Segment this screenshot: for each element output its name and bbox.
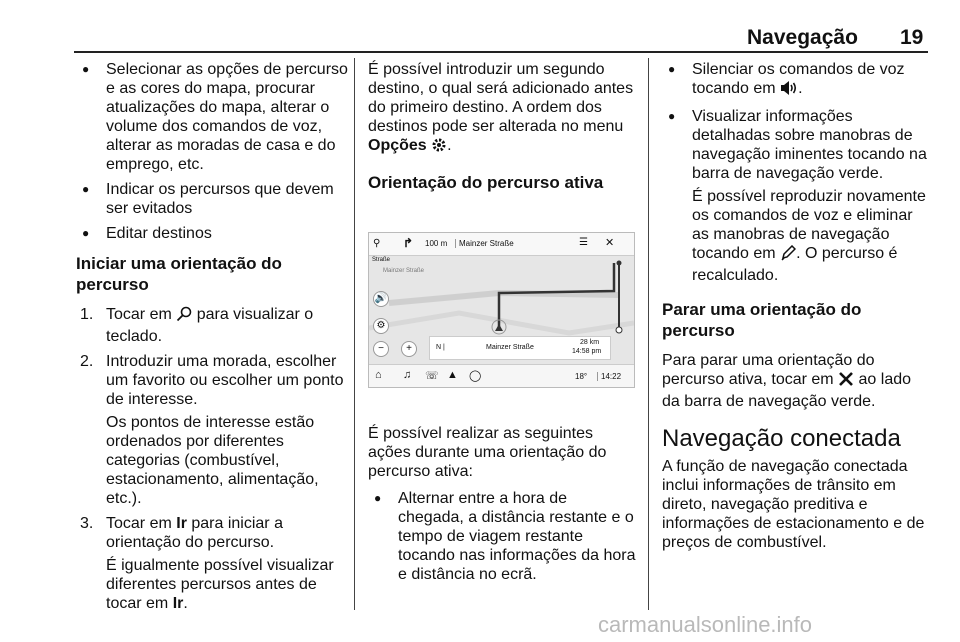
- paragraph: Para parar uma orientação do percurso ativa, tocar em ao lado da barra de navegação verde.: [662, 352, 912, 410]
- maneuver-distance: 100 m: [425, 239, 448, 248]
- section-heading: Orientação do percurso ativa: [368, 173, 604, 192]
- step-3-note: É igualmente possível visualizar diferentes percursos antes de tocar em Ir.: [106, 557, 334, 612]
- column-1: [76, 60, 348, 619]
- arrival-time: 14:58 pm: [572, 348, 602, 355]
- paragraph: É possível realizar as seguintes ações durante uma orientação do percurso ativa:: [368, 425, 607, 480]
- section-heading: Iniciar uma orientação do percurso: [76, 254, 282, 294]
- speaker-icon: [780, 80, 798, 101]
- maneuver-street[interactable]: Mainzer Straße: [455, 239, 514, 248]
- home-icon[interactable]: ⌂: [375, 369, 382, 381]
- current-street: Mainzer Straße: [486, 344, 534, 351]
- step-2: 2. Introduzir uma morada, escolher um favorito ou escolher um ponto de interesse.: [80, 353, 344, 408]
- map-street-label: Mainzer Straße: [383, 268, 425, 274]
- section-heading: Parar uma orientação do percurso: [662, 300, 862, 340]
- step-1: 1. Tocar em para visualizar o teclado.: [80, 306, 314, 345]
- clock: 14:22: [597, 372, 621, 381]
- volume-icon[interactable]: 🔊: [373, 291, 389, 307]
- search-icon: [176, 306, 192, 327]
- zoom-in-button[interactable]: +: [401, 341, 417, 357]
- close-icon: [838, 371, 854, 392]
- column-divider-1: [354, 58, 355, 610]
- list-item: ● Indicar os percursos que devem ser evitados: [76, 180, 348, 218]
- nav-bottom-bar: [369, 364, 634, 387]
- step-3: 3. Tocar em Ir para iniciar a orientação do percurso.: [80, 515, 283, 551]
- phone-icon[interactable]: ☏: [425, 370, 439, 382]
- section-title: Navegação conectada: [662, 425, 901, 452]
- list-item: ● Editar destinos: [76, 224, 348, 243]
- list-item: ● Silenciar os comandos de voz tocando em .: [662, 60, 928, 101]
- trip-distance: 28 km: [580, 339, 600, 346]
- list-item: ● Visualizar informações detalhadas sobre manobras de navegação iminentes tocando na barra de navegação verde.: [662, 107, 928, 183]
- step-2-note: Os pontos de interesse estão ordenados por diferentes categorias (combustível, estacionamento, alimentação, etc.).: [106, 414, 319, 507]
- gear-icon: [431, 137, 447, 158]
- nav-top-bar: [369, 233, 634, 256]
- turn-right-icon: ↱: [403, 236, 414, 250]
- zoom-out-button[interactable]: −: [373, 341, 389, 357]
- pencil-icon: [780, 245, 796, 266]
- navigation-screenshot: [368, 232, 635, 388]
- watermark: carmanualsonline.info: [598, 612, 813, 637]
- compass-label: N |: [436, 344, 445, 351]
- list-item-note: É possível reproduzir novamente os comandos de voz e eliminar as manobras de navegação tocando em . O percurso é recalculado.: [692, 188, 926, 284]
- nav-icon[interactable]: ▲: [447, 369, 458, 381]
- list-icon[interactable]: ☰: [579, 237, 588, 248]
- page-number: 19: [900, 26, 924, 49]
- list-item: ● Selecionar as opções de percurso e as cores do mapa, procurar atualizações do mapa, alterar o volume dos comandos de voz, alterar as moradas de casa e do emprego, etc.: [76, 60, 348, 174]
- page-header-title: Navegação: [747, 26, 858, 49]
- music-icon[interactable]: ♫: [403, 369, 412, 381]
- apps-icon[interactable]: ◯: [469, 370, 482, 382]
- trip-info-bar[interactable]: [429, 336, 611, 360]
- list-item: ● Alternar entre a hora de chegada, a distância restante e o tempo de viagem restante tocando nas informações da hora e distância no ecrã.: [368, 489, 636, 584]
- gear-icon[interactable]: ⚙: [373, 318, 389, 334]
- column-3: [662, 60, 928, 552]
- paragraph: A função de navegação conectada inclui informações de trânsito em direto, navegação preditiva e informações de estacionamento e de preços de combustível.: [662, 458, 925, 551]
- search-icon[interactable]: ⚲: [373, 238, 381, 249]
- temperature: 18°: [575, 372, 588, 381]
- close-icon[interactable]: ✕: [605, 237, 615, 249]
- paragraph: É possível introduzir um segundo destino, o qual será adicionado antes do primeiro destino. A ordem dos destinos pode ser alterada no menu Opções .: [368, 60, 636, 158]
- header-rule: [74, 51, 928, 53]
- column-divider-2: [648, 58, 649, 610]
- map-side-label: Straße: [372, 257, 391, 263]
- column-2: [368, 60, 636, 203]
- column-2-lower: [368, 424, 636, 590]
